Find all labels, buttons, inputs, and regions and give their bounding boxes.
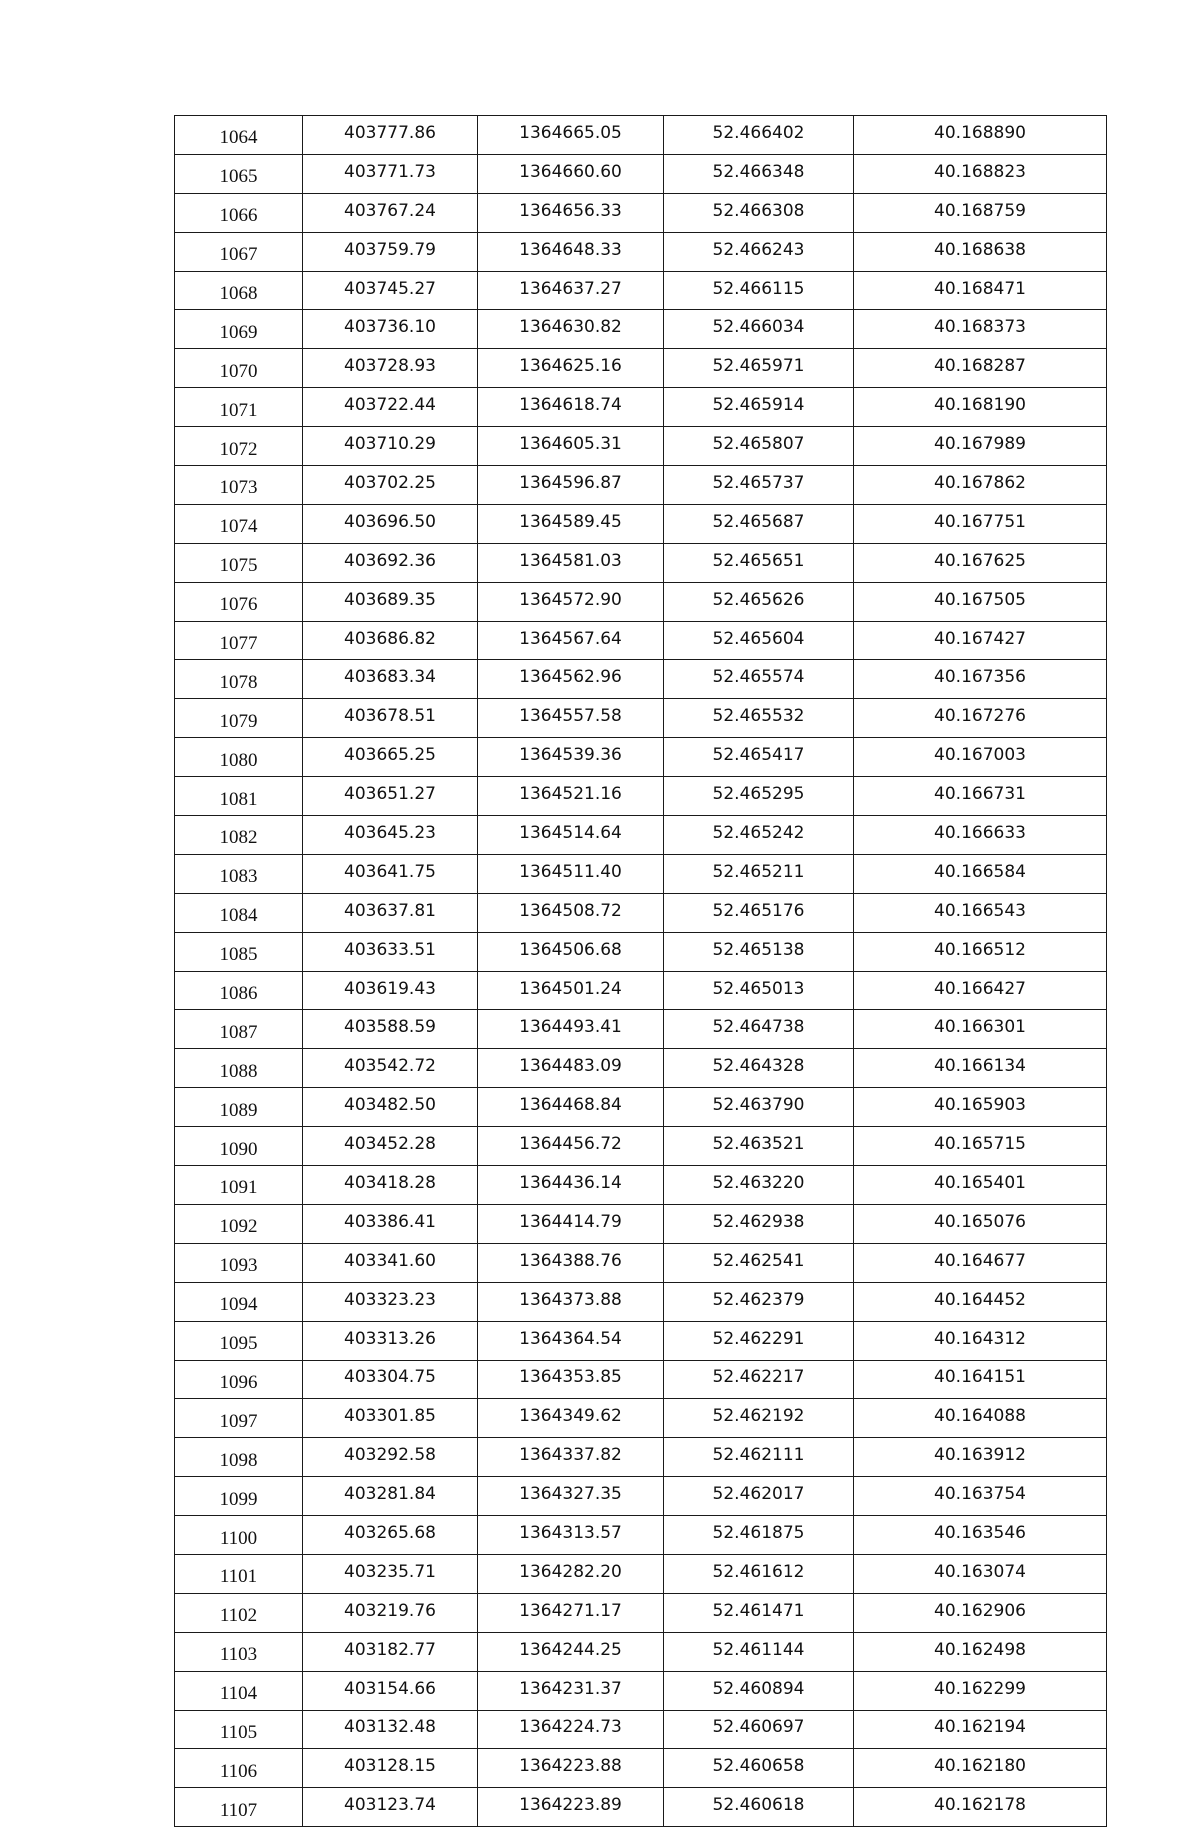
longitude-cell: 40.166543 bbox=[854, 893, 1107, 932]
latitude-cell: 52.462217 bbox=[664, 1360, 854, 1399]
point-number-cell: 1104 bbox=[175, 1671, 303, 1710]
point-number-cell: 1106 bbox=[175, 1749, 303, 1788]
latitude-cell: 52.465737 bbox=[664, 466, 854, 505]
x-coordinate-cell: 403304.75 bbox=[303, 1360, 478, 1399]
point-number-cell: 1097 bbox=[175, 1399, 303, 1438]
point-number-cell: 1086 bbox=[175, 971, 303, 1010]
point-number-cell: 1091 bbox=[175, 1166, 303, 1205]
y-coordinate-cell: 1364223.89 bbox=[478, 1788, 664, 1827]
table-row bbox=[175, 232, 1107, 271]
latitude-cell: 52.464328 bbox=[664, 1049, 854, 1088]
y-coordinate-cell: 1364506.68 bbox=[478, 932, 664, 971]
latitude-cell: 52.462111 bbox=[664, 1438, 854, 1477]
latitude-cell: 52.465242 bbox=[664, 816, 854, 855]
latitude-cell: 52.466034 bbox=[664, 310, 854, 349]
longitude-cell: 40.168190 bbox=[854, 388, 1107, 427]
x-coordinate-cell: 403281.84 bbox=[303, 1477, 478, 1516]
point-number-cell: 1065 bbox=[175, 154, 303, 193]
latitude-cell: 52.461471 bbox=[664, 1593, 854, 1632]
table-row bbox=[175, 1243, 1107, 1282]
table-row bbox=[175, 1049, 1107, 1088]
longitude-cell: 40.162299 bbox=[854, 1671, 1107, 1710]
longitude-cell: 40.166301 bbox=[854, 1010, 1107, 1049]
point-number-cell: 1094 bbox=[175, 1282, 303, 1321]
longitude-cell: 40.167505 bbox=[854, 582, 1107, 621]
y-coordinate-cell: 1364596.87 bbox=[478, 466, 664, 505]
latitude-cell: 52.466308 bbox=[664, 193, 854, 232]
table-row bbox=[175, 854, 1107, 893]
point-number-cell: 1064 bbox=[175, 116, 303, 155]
table-row bbox=[175, 427, 1107, 466]
y-coordinate-cell: 1364572.90 bbox=[478, 582, 664, 621]
point-number-cell: 1100 bbox=[175, 1516, 303, 1555]
y-coordinate-cell: 1364313.57 bbox=[478, 1516, 664, 1555]
x-coordinate-cell: 403123.74 bbox=[303, 1788, 478, 1827]
x-coordinate-cell: 403777.86 bbox=[303, 116, 478, 155]
table-row bbox=[175, 1321, 1107, 1360]
longitude-cell: 40.164312 bbox=[854, 1321, 1107, 1360]
point-number-cell: 1099 bbox=[175, 1477, 303, 1516]
y-coordinate-cell: 1364539.36 bbox=[478, 738, 664, 777]
latitude-cell: 52.465138 bbox=[664, 932, 854, 971]
x-coordinate-cell: 403771.73 bbox=[303, 154, 478, 193]
point-number-cell: 1078 bbox=[175, 660, 303, 699]
longitude-cell: 40.166427 bbox=[854, 971, 1107, 1010]
y-coordinate-cell: 1364282.20 bbox=[478, 1554, 664, 1593]
x-coordinate-cell: 403154.66 bbox=[303, 1671, 478, 1710]
x-coordinate-cell: 403265.68 bbox=[303, 1516, 478, 1555]
point-number-cell: 1074 bbox=[175, 504, 303, 543]
point-number-cell: 1088 bbox=[175, 1049, 303, 1088]
table-row bbox=[175, 193, 1107, 232]
table-row bbox=[175, 1749, 1107, 1788]
longitude-cell: 40.162194 bbox=[854, 1710, 1107, 1749]
y-coordinate-cell: 1364231.37 bbox=[478, 1671, 664, 1710]
point-number-cell: 1084 bbox=[175, 893, 303, 932]
latitude-cell: 52.462291 bbox=[664, 1321, 854, 1360]
x-coordinate-cell: 403633.51 bbox=[303, 932, 478, 971]
y-coordinate-cell: 1364349.62 bbox=[478, 1399, 664, 1438]
y-coordinate-cell: 1364605.31 bbox=[478, 427, 664, 466]
latitude-cell: 52.460658 bbox=[664, 1749, 854, 1788]
table-row bbox=[175, 660, 1107, 699]
y-coordinate-cell: 1364271.17 bbox=[478, 1593, 664, 1632]
point-number-cell: 1071 bbox=[175, 388, 303, 427]
y-coordinate-cell: 1364508.72 bbox=[478, 893, 664, 932]
y-coordinate-cell: 1364493.41 bbox=[478, 1010, 664, 1049]
y-coordinate-cell: 1364660.60 bbox=[478, 154, 664, 193]
y-coordinate-cell: 1364665.05 bbox=[478, 116, 664, 155]
latitude-cell: 52.462192 bbox=[664, 1399, 854, 1438]
longitude-cell: 40.167862 bbox=[854, 466, 1107, 505]
y-coordinate-cell: 1364327.35 bbox=[478, 1477, 664, 1516]
x-coordinate-cell: 403678.51 bbox=[303, 699, 478, 738]
longitude-cell: 40.167625 bbox=[854, 543, 1107, 582]
latitude-cell: 52.465532 bbox=[664, 699, 854, 738]
table-row bbox=[175, 1710, 1107, 1749]
x-coordinate-cell: 403128.15 bbox=[303, 1749, 478, 1788]
x-coordinate-cell: 403692.36 bbox=[303, 543, 478, 582]
x-coordinate-cell: 403132.48 bbox=[303, 1710, 478, 1749]
point-number-cell: 1072 bbox=[175, 427, 303, 466]
table-row bbox=[175, 738, 1107, 777]
table-row bbox=[175, 893, 1107, 932]
latitude-cell: 52.465807 bbox=[664, 427, 854, 466]
latitude-cell: 52.466243 bbox=[664, 232, 854, 271]
point-number-cell: 1087 bbox=[175, 1010, 303, 1049]
y-coordinate-cell: 1364388.76 bbox=[478, 1243, 664, 1282]
longitude-cell: 40.165903 bbox=[854, 1088, 1107, 1127]
table-row bbox=[175, 349, 1107, 388]
x-coordinate-cell: 403452.28 bbox=[303, 1127, 478, 1166]
point-number-cell: 1107 bbox=[175, 1788, 303, 1827]
x-coordinate-cell: 403736.10 bbox=[303, 310, 478, 349]
y-coordinate-cell: 1364630.82 bbox=[478, 310, 664, 349]
latitude-cell: 52.465211 bbox=[664, 854, 854, 893]
y-coordinate-cell: 1364456.72 bbox=[478, 1127, 664, 1166]
latitude-cell: 52.465417 bbox=[664, 738, 854, 777]
x-coordinate-cell: 403588.59 bbox=[303, 1010, 478, 1049]
latitude-cell: 52.465604 bbox=[664, 621, 854, 660]
longitude-cell: 40.162178 bbox=[854, 1788, 1107, 1827]
table-row bbox=[175, 543, 1107, 582]
table-row bbox=[175, 1204, 1107, 1243]
point-number-cell: 1082 bbox=[175, 816, 303, 855]
y-coordinate-cell: 1364581.03 bbox=[478, 543, 664, 582]
point-number-cell: 1075 bbox=[175, 543, 303, 582]
y-coordinate-cell: 1364244.25 bbox=[478, 1632, 664, 1671]
longitude-cell: 40.164151 bbox=[854, 1360, 1107, 1399]
table-row bbox=[175, 1127, 1107, 1166]
x-coordinate-cell: 403418.28 bbox=[303, 1166, 478, 1205]
x-coordinate-cell: 403665.25 bbox=[303, 738, 478, 777]
y-coordinate-cell: 1364637.27 bbox=[478, 271, 664, 310]
y-coordinate-cell: 1364501.24 bbox=[478, 971, 664, 1010]
y-coordinate-cell: 1364618.74 bbox=[478, 388, 664, 427]
x-coordinate-cell: 403542.72 bbox=[303, 1049, 478, 1088]
longitude-cell: 40.162180 bbox=[854, 1749, 1107, 1788]
latitude-cell: 52.461144 bbox=[664, 1632, 854, 1671]
point-number-cell: 1080 bbox=[175, 738, 303, 777]
latitude-cell: 52.463220 bbox=[664, 1166, 854, 1205]
coordinates-table-body bbox=[175, 116, 1107, 1827]
x-coordinate-cell: 403341.60 bbox=[303, 1243, 478, 1282]
longitude-cell: 40.164452 bbox=[854, 1282, 1107, 1321]
latitude-cell: 52.465626 bbox=[664, 582, 854, 621]
latitude-cell: 52.462541 bbox=[664, 1243, 854, 1282]
y-coordinate-cell: 1364337.82 bbox=[478, 1438, 664, 1477]
latitude-cell: 52.465013 bbox=[664, 971, 854, 1010]
point-number-cell: 1098 bbox=[175, 1438, 303, 1477]
point-number-cell: 1093 bbox=[175, 1243, 303, 1282]
longitude-cell: 40.168471 bbox=[854, 271, 1107, 310]
longitude-cell: 40.167989 bbox=[854, 427, 1107, 466]
x-coordinate-cell: 403759.79 bbox=[303, 232, 478, 271]
longitude-cell: 40.164088 bbox=[854, 1399, 1107, 1438]
longitude-cell: 40.162906 bbox=[854, 1593, 1107, 1632]
y-coordinate-cell: 1364521.16 bbox=[478, 777, 664, 816]
y-coordinate-cell: 1364511.40 bbox=[478, 854, 664, 893]
longitude-cell: 40.163546 bbox=[854, 1516, 1107, 1555]
point-number-cell: 1083 bbox=[175, 854, 303, 893]
longitude-cell: 40.166633 bbox=[854, 816, 1107, 855]
latitude-cell: 52.462017 bbox=[664, 1477, 854, 1516]
latitude-cell: 52.464738 bbox=[664, 1010, 854, 1049]
longitude-cell: 40.165076 bbox=[854, 1204, 1107, 1243]
table-row bbox=[175, 1166, 1107, 1205]
latitude-cell: 52.466348 bbox=[664, 154, 854, 193]
x-coordinate-cell: 403235.71 bbox=[303, 1554, 478, 1593]
table-row bbox=[175, 1010, 1107, 1049]
longitude-cell: 40.168373 bbox=[854, 310, 1107, 349]
x-coordinate-cell: 403292.58 bbox=[303, 1438, 478, 1477]
table-row bbox=[175, 1399, 1107, 1438]
latitude-cell: 52.465574 bbox=[664, 660, 854, 699]
coordinates-table bbox=[174, 115, 1107, 1827]
latitude-cell: 52.460697 bbox=[664, 1710, 854, 1749]
table-row bbox=[175, 1360, 1107, 1399]
table-row bbox=[175, 1438, 1107, 1477]
longitude-cell: 40.168890 bbox=[854, 116, 1107, 155]
table-row bbox=[175, 1593, 1107, 1632]
longitude-cell: 40.166731 bbox=[854, 777, 1107, 816]
point-number-cell: 1066 bbox=[175, 193, 303, 232]
y-coordinate-cell: 1364648.33 bbox=[478, 232, 664, 271]
x-coordinate-cell: 403710.29 bbox=[303, 427, 478, 466]
latitude-cell: 52.460894 bbox=[664, 1671, 854, 1710]
table-row bbox=[175, 1788, 1107, 1827]
longitude-cell: 40.168759 bbox=[854, 193, 1107, 232]
point-number-cell: 1090 bbox=[175, 1127, 303, 1166]
latitude-cell: 52.463521 bbox=[664, 1127, 854, 1166]
table-row bbox=[175, 1554, 1107, 1593]
x-coordinate-cell: 403722.44 bbox=[303, 388, 478, 427]
point-number-cell: 1105 bbox=[175, 1710, 303, 1749]
longitude-cell: 40.168287 bbox=[854, 349, 1107, 388]
latitude-cell: 52.462938 bbox=[664, 1204, 854, 1243]
longitude-cell: 40.163754 bbox=[854, 1477, 1107, 1516]
point-number-cell: 1069 bbox=[175, 310, 303, 349]
table-row bbox=[175, 1516, 1107, 1555]
longitude-cell: 40.167751 bbox=[854, 504, 1107, 543]
y-coordinate-cell: 1364656.33 bbox=[478, 193, 664, 232]
point-number-cell: 1102 bbox=[175, 1593, 303, 1632]
latitude-cell: 52.466402 bbox=[664, 116, 854, 155]
point-number-cell: 1089 bbox=[175, 1088, 303, 1127]
table-row bbox=[175, 621, 1107, 660]
table-row bbox=[175, 582, 1107, 621]
y-coordinate-cell: 1364468.84 bbox=[478, 1088, 664, 1127]
point-number-cell: 1085 bbox=[175, 932, 303, 971]
longitude-cell: 40.168638 bbox=[854, 232, 1107, 271]
longitude-cell: 40.163074 bbox=[854, 1554, 1107, 1593]
x-coordinate-cell: 403386.41 bbox=[303, 1204, 478, 1243]
point-number-cell: 1073 bbox=[175, 466, 303, 505]
longitude-cell: 40.166584 bbox=[854, 854, 1107, 893]
table-row bbox=[175, 504, 1107, 543]
y-coordinate-cell: 1364567.64 bbox=[478, 621, 664, 660]
x-coordinate-cell: 403728.93 bbox=[303, 349, 478, 388]
latitude-cell: 52.461612 bbox=[664, 1554, 854, 1593]
x-coordinate-cell: 403182.77 bbox=[303, 1632, 478, 1671]
x-coordinate-cell: 403637.81 bbox=[303, 893, 478, 932]
x-coordinate-cell: 403641.75 bbox=[303, 854, 478, 893]
point-number-cell: 1101 bbox=[175, 1554, 303, 1593]
point-number-cell: 1076 bbox=[175, 582, 303, 621]
point-number-cell: 1092 bbox=[175, 1204, 303, 1243]
table-row bbox=[175, 1088, 1107, 1127]
latitude-cell: 52.465295 bbox=[664, 777, 854, 816]
y-coordinate-cell: 1364373.88 bbox=[478, 1282, 664, 1321]
longitude-cell: 40.166512 bbox=[854, 932, 1107, 971]
table-row bbox=[175, 699, 1107, 738]
latitude-cell: 52.465914 bbox=[664, 388, 854, 427]
y-coordinate-cell: 1364414.79 bbox=[478, 1204, 664, 1243]
table-row bbox=[175, 310, 1107, 349]
y-coordinate-cell: 1364223.88 bbox=[478, 1749, 664, 1788]
longitude-cell: 40.165401 bbox=[854, 1166, 1107, 1205]
x-coordinate-cell: 403482.50 bbox=[303, 1088, 478, 1127]
longitude-cell: 40.168823 bbox=[854, 154, 1107, 193]
latitude-cell: 52.465687 bbox=[664, 504, 854, 543]
point-number-cell: 1081 bbox=[175, 777, 303, 816]
latitude-cell: 52.461875 bbox=[664, 1516, 854, 1555]
y-coordinate-cell: 1364625.16 bbox=[478, 349, 664, 388]
table-row bbox=[175, 271, 1107, 310]
x-coordinate-cell: 403645.23 bbox=[303, 816, 478, 855]
latitude-cell: 52.465176 bbox=[664, 893, 854, 932]
table-row bbox=[175, 971, 1107, 1010]
point-number-cell: 1095 bbox=[175, 1321, 303, 1360]
point-number-cell: 1103 bbox=[175, 1632, 303, 1671]
longitude-cell: 40.162498 bbox=[854, 1632, 1107, 1671]
table-row bbox=[175, 1282, 1107, 1321]
x-coordinate-cell: 403696.50 bbox=[303, 504, 478, 543]
table-row bbox=[175, 777, 1107, 816]
table-row bbox=[175, 466, 1107, 505]
longitude-cell: 40.166134 bbox=[854, 1049, 1107, 1088]
point-number-cell: 1068 bbox=[175, 271, 303, 310]
y-coordinate-cell: 1364353.85 bbox=[478, 1360, 664, 1399]
longitude-cell: 40.167276 bbox=[854, 699, 1107, 738]
longitude-cell: 40.167356 bbox=[854, 660, 1107, 699]
x-coordinate-cell: 403301.85 bbox=[303, 1399, 478, 1438]
x-coordinate-cell: 403683.34 bbox=[303, 660, 478, 699]
latitude-cell: 52.465651 bbox=[664, 543, 854, 582]
table-row bbox=[175, 1477, 1107, 1516]
x-coordinate-cell: 403745.27 bbox=[303, 271, 478, 310]
table-row bbox=[175, 1632, 1107, 1671]
point-number-cell: 1079 bbox=[175, 699, 303, 738]
longitude-cell: 40.164677 bbox=[854, 1243, 1107, 1282]
x-coordinate-cell: 403767.24 bbox=[303, 193, 478, 232]
y-coordinate-cell: 1364364.54 bbox=[478, 1321, 664, 1360]
latitude-cell: 52.465971 bbox=[664, 349, 854, 388]
point-number-cell: 1070 bbox=[175, 349, 303, 388]
latitude-cell: 52.466115 bbox=[664, 271, 854, 310]
longitude-cell: 40.167427 bbox=[854, 621, 1107, 660]
y-coordinate-cell: 1364557.58 bbox=[478, 699, 664, 738]
x-coordinate-cell: 403651.27 bbox=[303, 777, 478, 816]
x-coordinate-cell: 403219.76 bbox=[303, 1593, 478, 1632]
y-coordinate-cell: 1364589.45 bbox=[478, 504, 664, 543]
table-row bbox=[175, 388, 1107, 427]
y-coordinate-cell: 1364483.09 bbox=[478, 1049, 664, 1088]
x-coordinate-cell: 403689.35 bbox=[303, 582, 478, 621]
table-row bbox=[175, 116, 1107, 155]
x-coordinate-cell: 403323.23 bbox=[303, 1282, 478, 1321]
table-row bbox=[175, 1671, 1107, 1710]
latitude-cell: 52.463790 bbox=[664, 1088, 854, 1127]
latitude-cell: 52.462379 bbox=[664, 1282, 854, 1321]
y-coordinate-cell: 1364436.14 bbox=[478, 1166, 664, 1205]
x-coordinate-cell: 403702.25 bbox=[303, 466, 478, 505]
point-number-cell: 1096 bbox=[175, 1360, 303, 1399]
longitude-cell: 40.163912 bbox=[854, 1438, 1107, 1477]
table-row bbox=[175, 816, 1107, 855]
x-coordinate-cell: 403313.26 bbox=[303, 1321, 478, 1360]
point-number-cell: 1077 bbox=[175, 621, 303, 660]
x-coordinate-cell: 403619.43 bbox=[303, 971, 478, 1010]
table-row bbox=[175, 154, 1107, 193]
point-number-cell: 1067 bbox=[175, 232, 303, 271]
longitude-cell: 40.167003 bbox=[854, 738, 1107, 777]
y-coordinate-cell: 1364514.64 bbox=[478, 816, 664, 855]
x-coordinate-cell: 403686.82 bbox=[303, 621, 478, 660]
y-coordinate-cell: 1364562.96 bbox=[478, 660, 664, 699]
longitude-cell: 40.165715 bbox=[854, 1127, 1107, 1166]
latitude-cell: 52.460618 bbox=[664, 1788, 854, 1827]
y-coordinate-cell: 1364224.73 bbox=[478, 1710, 664, 1749]
table-row bbox=[175, 932, 1107, 971]
